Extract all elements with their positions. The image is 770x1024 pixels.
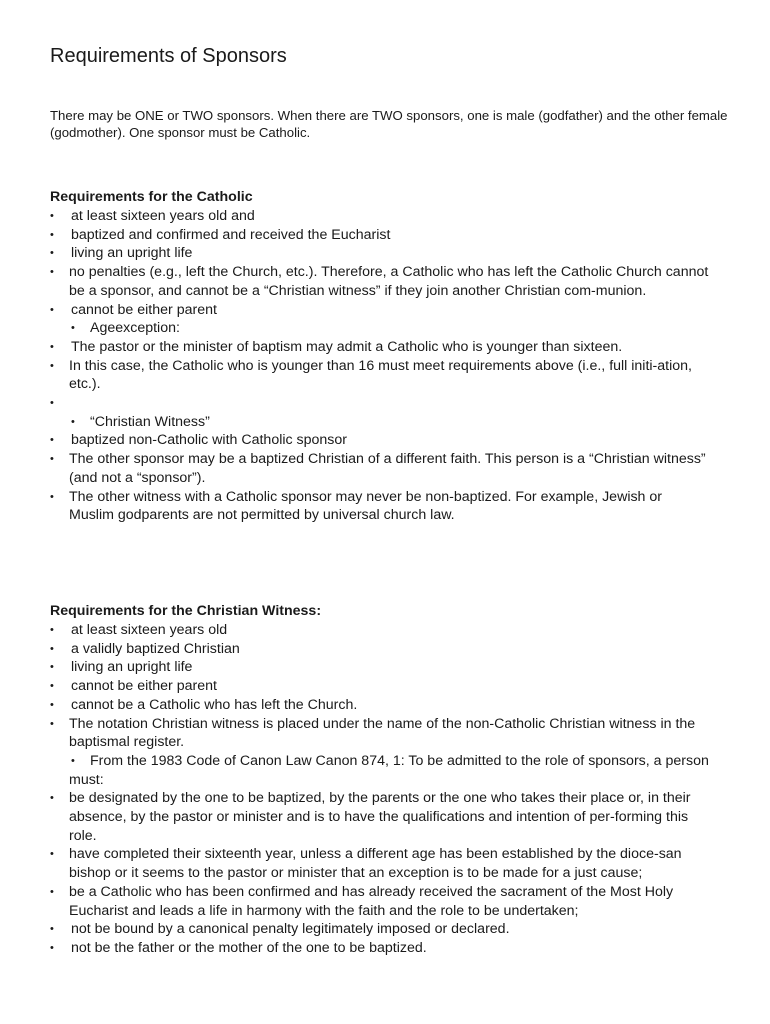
- bullet-icon: •: [50, 247, 54, 260]
- bullet-icon: •: [50, 303, 54, 316]
- catholic-requirements-heading: Requirements for the Catholic: [50, 189, 253, 205]
- bullet-icon: •: [50, 228, 54, 241]
- bullet-icon: •: [50, 923, 54, 936]
- bullet-icon: •: [50, 434, 54, 447]
- list-item: • living an upright life: [50, 245, 193, 262]
- list-item: • no penalties (e.g., left the Church, etc.). Therefore, a Catholic who has left the Catholic Church cannot be a sponsor, and cannot be a “Christian witness” if they join another Christian com-munion.: [50, 264, 709, 299]
- list-item: • at least sixteen years old and: [50, 208, 255, 224]
- bullet-icon: •: [71, 415, 75, 428]
- list-item: • be a Catholic who has been confirmed and has already received the sacrament of the Most Holy Eucharist and leads a life in harmony with the faith and the role to be undertaken;: [50, 883, 674, 919]
- list-item: • Ageexception:: [71, 320, 180, 337]
- bullet-icon: •: [50, 848, 54, 861]
- list-item: • The pastor or the minister of baptism may admit a Catholic who is younger than sixteen.: [50, 338, 623, 355]
- bullet-icon: •: [50, 792, 54, 805]
- list-item: • baptized and confirmed and received the Eucharist: [50, 226, 391, 243]
- list-item: • baptized non-Catholic with Catholic sponsor: [50, 432, 348, 449]
- bullet-icon: •: [50, 453, 54, 466]
- list-item: • not be bound by a canonical penalty legitimately imposed or declared.: [50, 921, 510, 938]
- bullet-icon: •: [50, 624, 54, 636]
- bullet-icon: •: [50, 885, 54, 898]
- intro-paragraph: There may be ONE or TWO sponsors. When there are TWO sponsors, one is male (godfather) and the other female (godmother). One sponsor must be Catholic.: [50, 108, 728, 140]
- bullet-icon: •: [50, 210, 54, 222]
- bullet-icon: •: [50, 490, 54, 503]
- bullet-icon: •: [71, 754, 75, 767]
- list-item: • have completed their sixteenth year, unless a different age has been established by the dioce-san bishop or it seems to the pastor or minister that an exception is to be made for a just cause;: [50, 846, 682, 882]
- list-item: • The notation Christian witness is placed under the name of the non-Catholic Christian witness in the baptismal register.: [50, 715, 696, 751]
- bullet-icon: •: [50, 642, 54, 655]
- bullet-icon: •: [50, 397, 54, 410]
- bullet-icon: •: [50, 661, 54, 674]
- witness-requirements-heading: Requirements for the Christian Witness:: [50, 603, 322, 619]
- list-item: • From the 1983 Code of Canon Law Canon 874, 1: To be admitted to the role of sponsors, a person must:: [69, 752, 709, 788]
- bullet-icon: •: [50, 717, 54, 730]
- bullet-icon: •: [71, 322, 75, 335]
- list-item: • cannot be either parent: [50, 678, 217, 695]
- bullet-icon: •: [50, 340, 54, 353]
- bullet-icon: •: [50, 941, 54, 954]
- list-item: • be designated by the one to be baptized, by the parents or the one who takes their place or, in their absence, by the pastor or minister and is to have the qualifications and intention of per-forming this role.: [50, 790, 691, 844]
- list-item: • cannot be a Catholic who has left the Church.: [50, 696, 358, 713]
- list-item: • The other witness with a Catholic sponsor may never be non-baptized. For example, Jewish or Muslim godparents are not permitted by universal church law.: [50, 488, 663, 524]
- bullet-icon: •: [50, 359, 54, 372]
- page-title: Requirements of Sponsors: [50, 45, 287, 67]
- catholic-requirements-list: [50, 207, 710, 525]
- list-item: • living an upright life: [50, 659, 193, 676]
- list-item: • The other sponsor may be a baptized Christian of a different faith. This person is a “Christian witness” (and not a “sponsor”).: [50, 451, 706, 486]
- bullet-icon: •: [50, 266, 54, 279]
- list-item: • “Christian Witness”: [71, 413, 210, 430]
- list-item: • not be the father or the mother of the one to be baptized.: [50, 939, 427, 956]
- list-item: [50, 394, 710, 413]
- list-item: • at least sixteen years old: [50, 622, 228, 638]
- bullet-icon: •: [50, 698, 54, 711]
- list-item: • a validly baptized Christian: [50, 640, 240, 657]
- witness-requirements-list: [50, 621, 710, 958]
- bullet-icon: •: [50, 680, 54, 693]
- list-item: • In this case, the Catholic who is younger than 16 must meet requirements above (i.e., full initi-ation, etc.).: [50, 357, 692, 393]
- list-item: • cannot be either parent: [50, 301, 217, 318]
